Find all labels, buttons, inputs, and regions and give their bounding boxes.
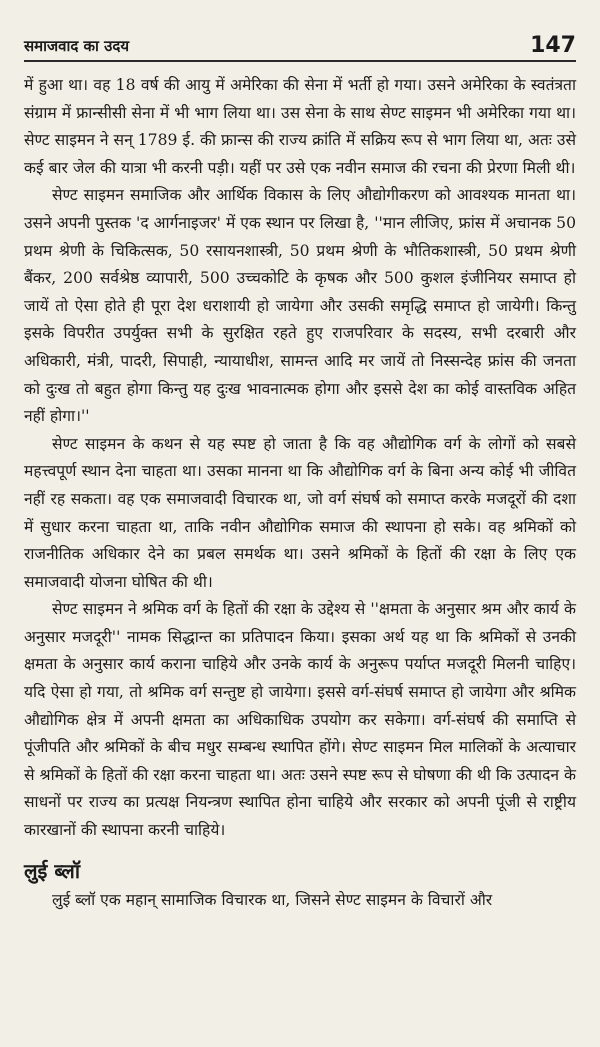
paragraph-wage-principle: सेण्ट साइमन ने श्रमिक वर्ग के हितों की रक्षा के उद्देश्य से ''क्षमता के अनुसार श्रम और कार्य के अनुसार मजदूरी'' नामक सिद्धान्त का प्रतिपादन किया। इसका अर्थ यह था कि श्रमिकों से उनकी क्षमता के अनुसार कार्य कराना चाहिये और उनके कार्य के अनुरूप पर्याप्त मजदूरी मिलनी चाहिए। यदि ऐसा हो गया, तो श्रमिक वर्ग सन्तुष्ट हो जायेगा। इससे वर्ग-संघर्ष समाप्त हो जायेगा और श्रमिक औद्योगिक क्षेत्र में अपनी क्षमता का अधिकाधिक उपयोग कर सकेगा। वर्ग-संघर्ष की समाप्ति से पूंजीपति और श्रमिकों के बीच मधुर सम्बन्ध स्थापित होंगे। सेण्ट साइमन मिल मालिकों के अत्याचार से श्रमिकों के हितों की रक्षा करना चाहता था। अतः उसने स्पष्ट रूप से घोषणा की थी कि उत्पादन के साधनों पर राज्य का प्रत्यक्ष नियन्त्रण स्थापित होना चाहिये और सरकार को अपनी पूंजी से राष्ट्रीय कारखानों की स्थापना करनी चाहिये।	[24, 600, 576, 840]
body-text	[24, 72, 576, 914]
running-header	[24, 34, 576, 62]
paragraph-organizer-quote: सेण्ट साइमन समाजिक और आर्थिक विकास के लिए औद्योगीकरण को आवश्यक मानता था। उसने अपनी पुस्तक 'द आर्गनाइजर' में एक स्थान पर लिखा है, ''मान लीजिए, फ्रांस में अचानक 50 प्रथम श्रेणी के चिकित्सक, 50 रसायनशास्त्री, 50 प्रथम श्रेणी के भौतिकशास्त्री, 50 प्रथम श्रेणी बैंकर, 200 सर्वश्रेष्ठ व्यापारी, 500 उच्चकोटि के कृषक और 500 कुशल इंजीनियर समाप्त हो जायें तो ऐसा होते ही पूरा देश धराशायी हो जायेगा और उसकी समृद्धि समाप्त हो जायेगी। किन्तु इसके विपरीत उपर्युक्त सभी के सुरक्षित रहते हुए राजपरिवार के सदस्य, सभी दरबारी और अधिकारी, मंत्री, पादरी, सिपाही, न्यायाधीश, सामन्त आदि मर जायें तो निस्सन्देह फ्रांस की जनता को दुःख तो बहुत होगा किन्तु यह दुःख भावनात्मक होगा और इससे देश का कोई वास्तविक अहित नहीं होगा।''	[24, 186, 576, 426]
running-title: समाजवाद का उदय	[24, 37, 130, 55]
paragraph-continuation: में हुआ था। वह 18 वर्ष की आयु में अमेरिका की सेना में भर्ती हो गया। उसने अमेरिका के स्वतंत्रता संग्राम में फ्रान्सीसी सेना में भी भाग लिया था। उस सेना के साथ सेण्ट साइमन भी अमेरिका गया था। सेण्ट साइमन ने सन् 1789 ई. की फ्रान्स की राज्य क्रांति में सक्रिय रूप से भाग लिया था, अतः उसे कई बार जेल की यात्रा भी करनी पड़ी। यहीं पर उसे एक नवीन समाज की रचना की प्रेरणा मिली थी।	[24, 76, 576, 177]
paragraph-louis-blanc: लुई ब्लॉ एक महान् सामाजिक विचारक था, जिसने सेण्ट साइमन के विचारों और	[52, 890, 493, 909]
section-heading-louis-blanc: लुई ब्लॉ	[24, 858, 81, 883]
page-number: 147	[530, 33, 576, 58]
paragraph-industrial-class: सेण्ट साइमन के कथन से यह स्पष्ट हो जाता है कि वह औद्योगिक वर्ग के लोगों को सबसे महत्त्वपूर्ण स्थान देना चाहता था। उसका मानना था कि औद्योगिक वर्ग के बिना अन्य कोई भी जीवित नहीं रह सकता। वह एक समाजवादी विचारक था, जो वर्ग संघर्ष को समाप्त करके मजदूरों की दशा में सुधार करना चाहता था, ताकि नवीन औद्योगिक समाज की स्थापना हो सके। वह श्रमिकों को राजनीतिक अधिकार देने का प्रबल समर्थक था। उसने श्रमिकों के हितों की रक्षा के लिए एक समाजवादी योजना घोषित की थी।	[24, 434, 576, 591]
